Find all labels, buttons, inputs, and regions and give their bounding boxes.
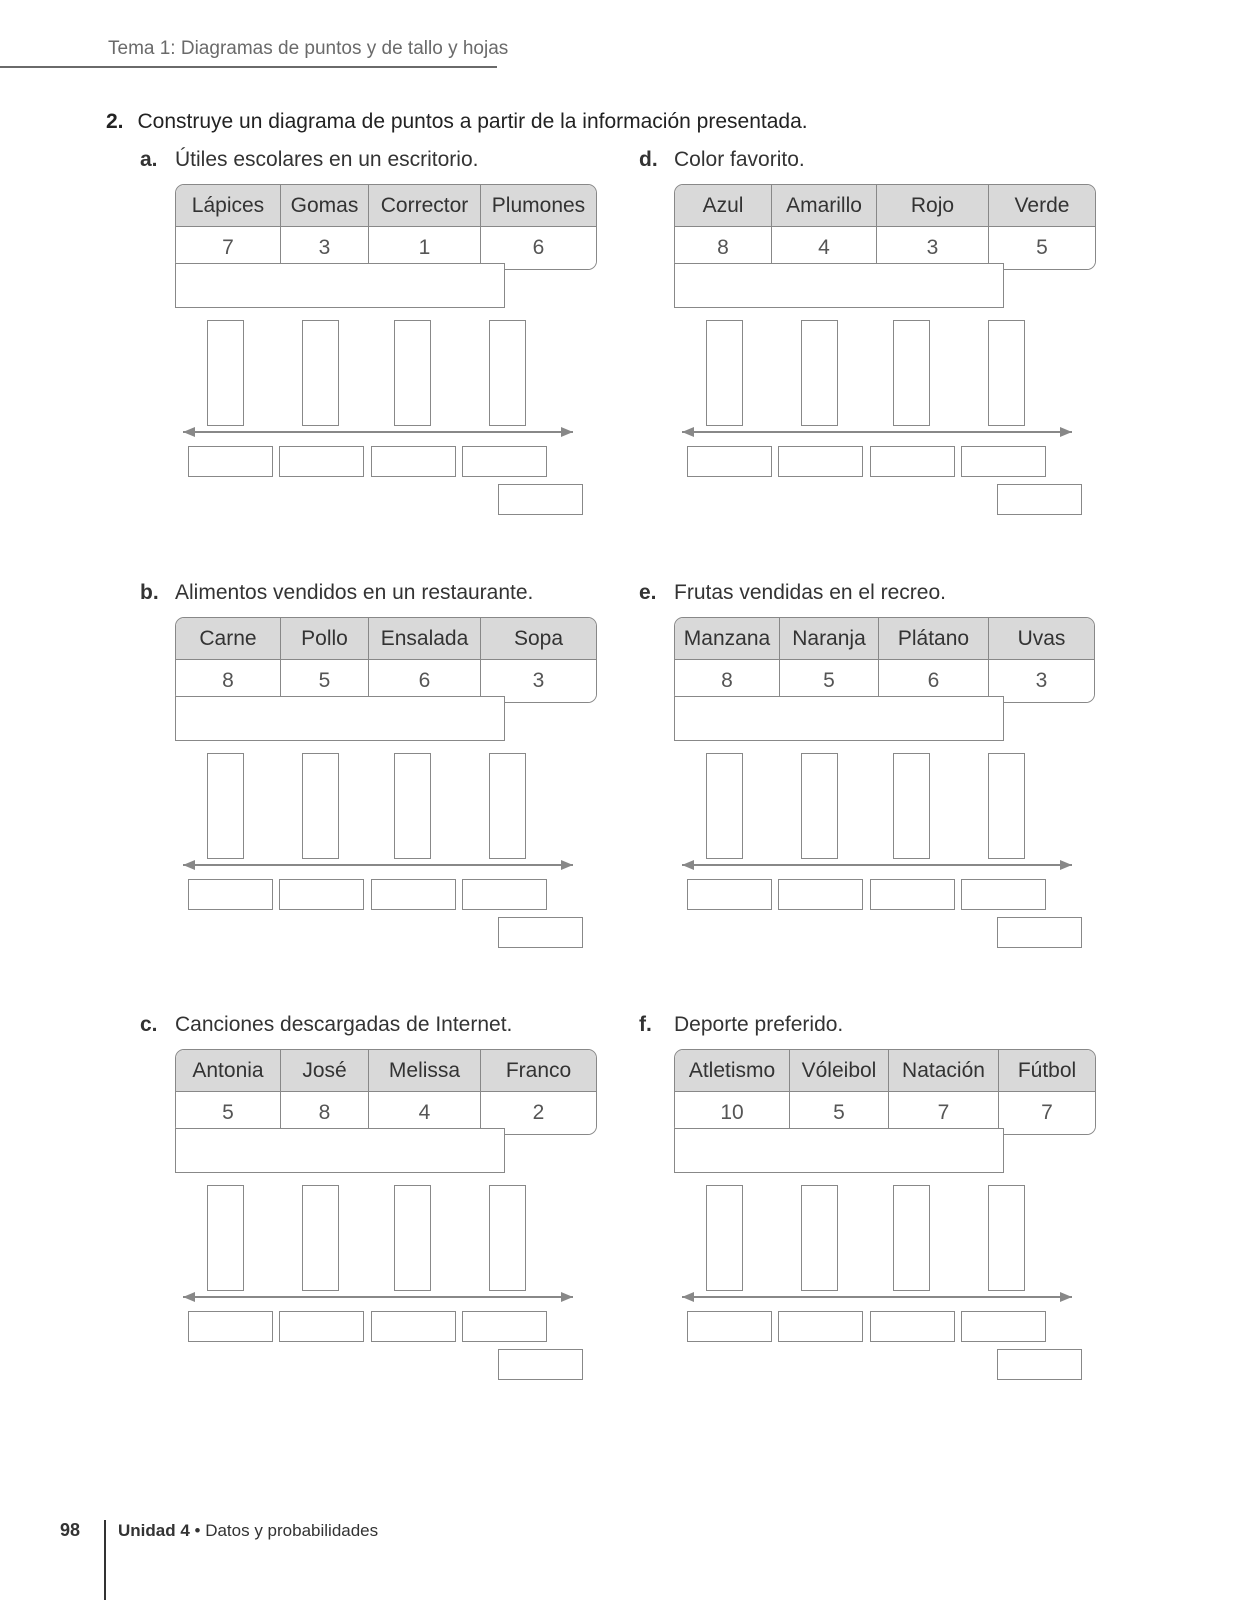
exercise-title-text: Frutas vendidas en el recreo. (674, 581, 946, 604)
category-label-answer-box[interactable] (870, 879, 955, 910)
table-header-cell: Carne (176, 618, 281, 660)
footer-unit: Unidad 4 (118, 1521, 190, 1540)
data-table (175, 617, 597, 703)
table-header-cell: Sopa (481, 618, 596, 660)
dot-column-answer-box[interactable] (394, 320, 431, 426)
table-header-cell: José (281, 1050, 369, 1092)
dot-column-answer-box[interactable] (489, 320, 526, 426)
data-table (674, 617, 1095, 703)
axis-title-answer-box[interactable] (997, 484, 1082, 515)
table-header-cell: Verde (989, 185, 1095, 227)
table-header-cell: Rojo (877, 185, 989, 227)
table-value-cell: 6 (481, 227, 596, 269)
arrow-right-icon (1060, 427, 1072, 437)
category-label-answer-box[interactable] (279, 1311, 364, 1342)
footer-unit-label (118, 1521, 378, 1541)
table-value-cell: 3 (281, 227, 369, 269)
dot-column-answer-box[interactable] (302, 320, 339, 426)
exercise-title (639, 1013, 843, 1037)
exercise-title-text: Alimentos vendidos en un restaurante. (175, 581, 534, 604)
exercise-title-text: Deporte preferido. (674, 1013, 844, 1036)
page-number: 98 (60, 1520, 81, 1540)
number-line-axis (682, 1296, 1072, 1298)
table-value-cell: 3 (481, 660, 596, 702)
category-label-answer-box[interactable] (778, 879, 863, 910)
category-label-answer-box[interactable] (687, 1311, 772, 1342)
number-line-axis (682, 431, 1072, 433)
table-header-cell: Ensalada (369, 618, 481, 660)
table-header-cell: Natación (889, 1050, 999, 1092)
category-label-answer-box[interactable] (279, 879, 364, 910)
dot-column-answer-box[interactable] (207, 320, 244, 426)
dot-column-answer-box[interactable] (893, 320, 930, 426)
arrow-right-icon (561, 860, 573, 870)
table-header-cell: Gomas (281, 185, 369, 227)
number-line-axis (183, 864, 573, 866)
dot-column-answer-box[interactable] (801, 320, 838, 426)
table-value-cell: 5 (780, 660, 879, 702)
table-value-cell: 4 (772, 227, 877, 269)
page-header-title: Tema 1: Diagramas de puntos y de tallo y hojas (108, 38, 509, 59)
dot-column-answer-box[interactable] (302, 753, 339, 859)
data-table (175, 184, 597, 270)
dot-column-answer-box[interactable] (207, 1185, 244, 1291)
dot-column-answer-box[interactable] (302, 1185, 339, 1291)
table-value-cell: 5 (989, 227, 1095, 269)
category-label-answer-box[interactable] (188, 446, 273, 477)
dot-column-answer-box[interactable] (394, 1185, 431, 1291)
instruction (106, 110, 808, 134)
arrow-left-icon (682, 860, 694, 870)
category-label-answer-box[interactable] (961, 1311, 1046, 1342)
table-value-cell: 5 (176, 1092, 281, 1134)
footer-subject: Datos y probabilidades (205, 1521, 379, 1540)
arrow-left-icon (682, 427, 694, 437)
table-header-cell: Naranja (780, 618, 879, 660)
exercise-title-text: Útiles escolares en un escritorio. (175, 148, 479, 171)
category-label-answer-box[interactable] (371, 446, 456, 477)
exercise-panel (140, 581, 580, 1001)
table-value-cell: 7 (999, 1092, 1095, 1134)
header-divider (0, 66, 497, 68)
exercise-panel (140, 1013, 580, 1433)
dot-column-answer-box[interactable] (893, 753, 930, 859)
axis-title-answer-box[interactable] (498, 917, 583, 948)
number-line-axis (183, 431, 573, 433)
table-header-cell: Atletismo (675, 1050, 790, 1092)
axis-title-answer-box[interactable] (498, 1349, 583, 1380)
axis-title-answer-box[interactable] (997, 1349, 1082, 1380)
exercise-title (140, 1013, 512, 1037)
diagram-title-answer-box[interactable] (175, 263, 505, 308)
arrow-right-icon (561, 1292, 573, 1302)
footer-divider (104, 1520, 106, 1600)
number-line-axis (682, 864, 1072, 866)
instruction-text: Construye un diagrama de puntos a partir de la información presentada. (137, 110, 808, 133)
category-label-answer-box[interactable] (961, 446, 1046, 477)
table-value-cell: 5 (281, 660, 369, 702)
category-label-answer-box[interactable] (870, 1311, 955, 1342)
arrow-right-icon (561, 427, 573, 437)
category-label-answer-box[interactable] (687, 446, 772, 477)
category-label-answer-box[interactable] (462, 879, 547, 910)
table-header-cell: Vóleibol (790, 1050, 889, 1092)
table-value-cell: 5 (790, 1092, 889, 1134)
table-header-cell: Pollo (281, 618, 369, 660)
dot-column-answer-box[interactable] (489, 1185, 526, 1291)
table-header-cell: Uvas (989, 618, 1094, 660)
diagram-title-answer-box[interactable] (674, 263, 1004, 308)
dot-column-answer-box[interactable] (893, 1185, 930, 1291)
exercise-title (140, 581, 533, 605)
table-value-cell: 6 (369, 660, 481, 702)
table-header-cell: Plátano (879, 618, 989, 660)
arrow-right-icon (1060, 860, 1072, 870)
table-header-cell: Plumones (481, 185, 596, 227)
instruction-number: 2. (106, 110, 124, 133)
dot-column-answer-box[interactable] (706, 320, 743, 426)
arrow-left-icon (682, 1292, 694, 1302)
dot-column-answer-box[interactable] (207, 753, 244, 859)
dot-column-answer-box[interactable] (801, 1185, 838, 1291)
category-label-answer-box[interactable] (188, 1311, 273, 1342)
category-label-answer-box[interactable] (778, 446, 863, 477)
category-label-answer-box[interactable] (961, 879, 1046, 910)
dot-column-answer-box[interactable] (988, 753, 1025, 859)
dot-column-answer-box[interactable] (801, 753, 838, 859)
arrow-left-icon (183, 427, 195, 437)
table-value-cell: 7 (176, 227, 281, 269)
category-label-answer-box[interactable] (778, 1311, 863, 1342)
diagram-title-answer-box[interactable] (674, 696, 1004, 741)
category-label-answer-box[interactable] (687, 879, 772, 910)
table-value-cell: 8 (675, 227, 772, 269)
exercise-title-text: Color favorito. (674, 148, 805, 171)
exercise-panel (639, 1013, 1079, 1433)
table-header-cell: Amarillo (772, 185, 877, 227)
table-value-cell: 7 (889, 1092, 999, 1134)
table-value-cell: 8 (176, 660, 281, 702)
table-value-cell: 3 (877, 227, 989, 269)
table-value-cell: 8 (281, 1092, 369, 1134)
dot-column-answer-box[interactable] (394, 753, 431, 859)
diagram-title-answer-box[interactable] (175, 696, 505, 741)
category-label-answer-box[interactable] (279, 446, 364, 477)
exercise-panel (140, 148, 586, 568)
table-header-cell: Franco (481, 1050, 596, 1092)
category-label-answer-box[interactable] (371, 879, 456, 910)
number-line-axis (183, 1296, 573, 1298)
table-header-cell: Azul (675, 185, 772, 227)
dot-column-answer-box[interactable] (988, 320, 1025, 426)
table-value-cell: 1 (369, 227, 481, 269)
exercise-title-text: Canciones descargadas de Internet. (175, 1013, 513, 1036)
exercise-letter: c. (140, 1013, 158, 1036)
exercise-letter: e. (639, 581, 657, 604)
data-table (175, 1049, 597, 1135)
category-label-answer-box[interactable] (188, 879, 273, 910)
table-value-cell: 4 (369, 1092, 481, 1134)
arrow-left-icon (183, 1292, 195, 1302)
dot-column-answer-box[interactable] (706, 1185, 743, 1291)
dot-column-answer-box[interactable] (706, 753, 743, 859)
table-header-cell: Lápices (176, 185, 281, 227)
category-label-answer-box[interactable] (462, 1311, 547, 1342)
table-header-cell: Manzana (675, 618, 780, 660)
table-header-cell: Fútbol (999, 1050, 1095, 1092)
exercise-panel (639, 148, 1079, 568)
data-table (674, 184, 1096, 270)
table-header-cell: Corrector (369, 185, 481, 227)
exercise-letter: b. (140, 581, 159, 604)
exercise-title (639, 148, 805, 172)
diagram-title-answer-box[interactable] (674, 1128, 1004, 1173)
dot-column-answer-box[interactable] (988, 1185, 1025, 1291)
exercise-letter: a. (140, 148, 158, 171)
table-value-cell: 2 (481, 1092, 596, 1134)
table-value-cell: 3 (989, 660, 1094, 702)
footer-separator: • (189, 1521, 206, 1540)
dot-column-answer-box[interactable] (489, 753, 526, 859)
category-label-answer-box[interactable] (870, 446, 955, 477)
exercise-letter: f. (639, 1013, 652, 1036)
exercise-panel (639, 581, 1079, 1001)
category-label-answer-box[interactable] (371, 1311, 456, 1342)
table-header-cell: Antonia (176, 1050, 281, 1092)
arrow-left-icon (183, 860, 195, 870)
table-header-cell: Melissa (369, 1050, 481, 1092)
table-value-cell: 6 (879, 660, 989, 702)
axis-title-answer-box[interactable] (997, 917, 1082, 948)
table-value-cell: 10 (675, 1092, 790, 1134)
table-value-cell: 8 (675, 660, 780, 702)
exercise-title (639, 581, 946, 605)
category-label-answer-box[interactable] (462, 446, 547, 477)
exercise-letter: d. (639, 148, 658, 171)
axis-title-answer-box[interactable] (498, 484, 583, 515)
exercise-title (140, 148, 478, 172)
data-table (674, 1049, 1096, 1135)
arrow-right-icon (1060, 1292, 1072, 1302)
diagram-title-answer-box[interactable] (175, 1128, 505, 1173)
